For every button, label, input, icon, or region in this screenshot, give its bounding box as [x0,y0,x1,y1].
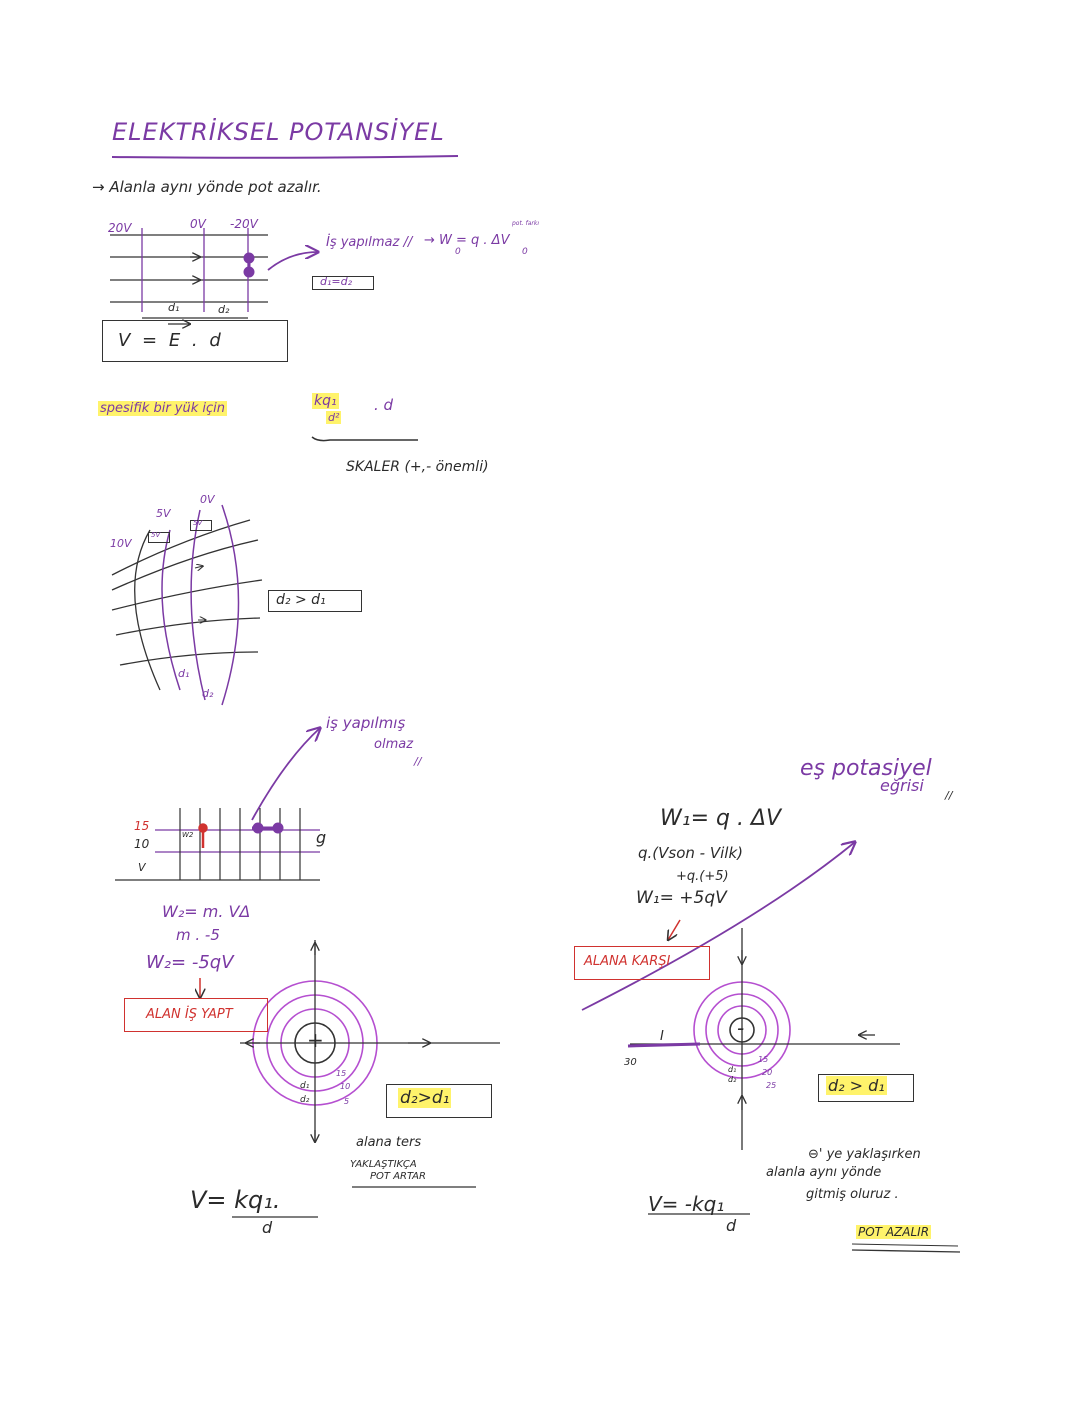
label-30: 30 [624,1057,637,1068]
label-d1-neg: d₁ [728,1065,737,1074]
v-formula-positive-den: d [262,1218,273,1237]
kq-numerator [312,394,339,408]
label-20v: 20V [108,221,132,235]
label-I: I [660,1029,664,1044]
arrow-to-note-2 [252,728,320,820]
v-formula-negative-den: d [726,1216,737,1235]
kq-numerator-text: kq₁ [314,393,337,409]
scalar-note: SKALER (+,- önemli) [346,459,489,475]
label-d1: d₁ [168,301,180,314]
circle-15: 15 [336,1069,347,1078]
label-0v: 0V [190,217,206,231]
negative-charge: - [737,1016,745,1040]
tag-5v-a: 5V [151,531,161,539]
positive-charge: + [307,1028,324,1052]
label-0v-curve: 0V [200,493,215,506]
title-underline [112,156,458,158]
pot-azalir [856,1226,931,1238]
alan-is-text: ALAN İŞ YAPT [146,1007,233,1022]
work-not-done-1: iş yapılmış [326,714,406,732]
w2-eq-3: W₂= -5qV [146,952,234,973]
d-equal: d₁=d₂ [320,275,353,288]
label-d2-curve: d₂ [202,687,214,700]
circle-15-neg: 15 [758,1055,769,1064]
label-d1-curve: d₁ [178,667,190,680]
opposite-field-3: POT ARTAR [370,1171,426,1182]
w2-eq-2: m . -5 [176,926,220,944]
label-d2: d₂ [218,303,230,316]
intro-line: → Alanla aynı yönde pot azalır. [92,178,322,196]
w1-eq-2: q.(Vson - Vilk) [638,844,743,862]
arrow-to-note [268,252,318,270]
label-v: V [138,861,146,874]
circle-10: 10 [340,1082,351,1091]
kq-times-d: . d [374,396,394,414]
w2-eq-1: W₂= m. VΔ [162,902,251,921]
d2-gt-d1-pos [398,1090,451,1107]
d2-gt-d1: d₂ > d₁ [276,592,326,608]
specific-charge-note [98,402,227,415]
charge-path-vertical [245,254,253,276]
label-d2-neg: d₂ [728,1075,737,1084]
work-not-done-2: olmaz [374,737,414,752]
d2-gt-d1-neg-text: d₂ > d₁ [828,1076,885,1095]
arrow-to-eq-potential [582,842,855,1010]
pot-fark-note: pot. farkı [512,220,540,227]
kq-denominator-text: d² [328,411,340,424]
w1-eq-3: +q.(+5) [676,869,729,884]
g-vector: g [316,828,327,847]
neg-note-2: alanla aynı yönde [766,1165,882,1180]
label-5v: 5V [156,507,171,520]
label-d1-pos: d₁ [300,1081,310,1091]
circle-20-neg: 20 [762,1068,773,1077]
work-formula: → W = q . ΔV [424,233,510,248]
label-d2-pos: d₂ [300,1095,310,1105]
zero-under-w: 0 [455,247,461,257]
w1-eq-4: W₁= +5qV [636,888,727,908]
work-note: İş yapılmaz // [326,235,413,250]
w2-tag: W2 [182,831,194,839]
opposite-field-2: YAKLAŞTIKÇA [350,1159,417,1170]
eq-potential-2: eğrisi [880,776,924,795]
label-10: 10 [134,837,150,851]
work-not-done-slash: // [414,755,422,768]
pot-azalir-text: POT AZALIR [858,1225,930,1239]
alana-karsi-text: ALANA KARŞI [584,954,671,969]
eq-potential-1: eş potasiyel [800,756,932,781]
page-title: ELEKTRİKSEL POTANSİYEL [112,118,445,146]
opposite-field-1: alana ters [356,1135,422,1150]
d2-gt-d1-neg [826,1078,887,1094]
scalar-brace [312,437,418,441]
specific-charge-text: spesifik bir yük için [100,401,226,416]
eq-potential-slash: // [945,789,953,802]
v-formula-positive: V= kq₁. [190,1186,281,1214]
kq-denominator [326,412,341,423]
tag-5v-b: 5V [193,519,203,527]
label-15: 15 [134,819,150,833]
label-10v: 10V [110,537,132,550]
zero-under-dv: 0 [522,247,528,257]
path-I [628,1044,700,1046]
d2-gt-d1-pos-text: d₂>d₁ [400,1088,450,1108]
neg-note-3: gitmiş oluruz . [806,1187,899,1202]
horizontal-path [252,824,282,832]
circle-25-neg: 25 [766,1081,777,1090]
label-minus20v: -20V [230,217,258,231]
circle-5: 5 [344,1097,350,1106]
w1-eq-1: W₁= q . ΔV [660,806,782,831]
formula-v-e-d: V = E . d [118,330,221,351]
v-formula-negative: V= -kq₁ [648,1192,725,1216]
neg-note-1: ⊖' ye yaklaşırken [808,1147,921,1162]
